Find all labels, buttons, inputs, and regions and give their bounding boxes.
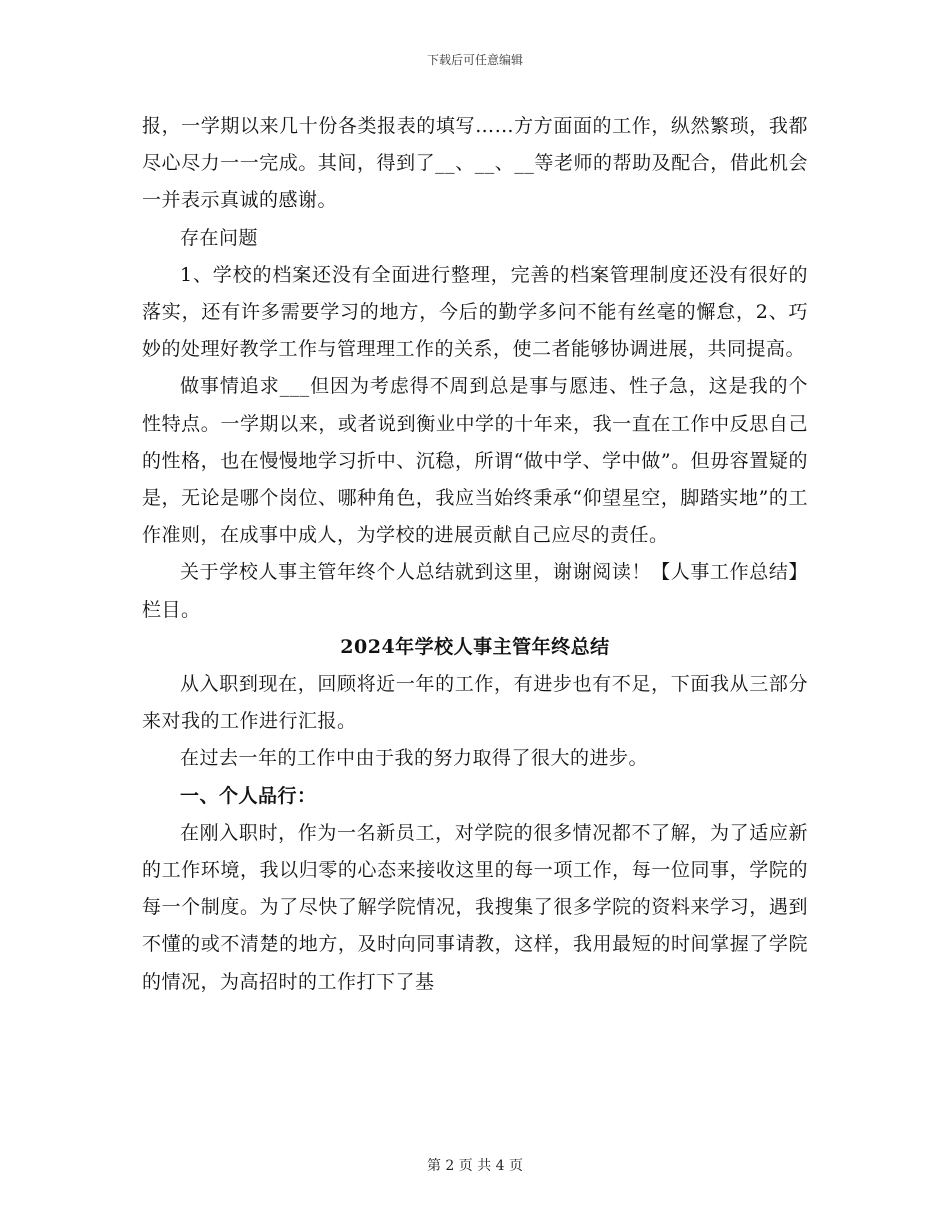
document-heading: 2024年学校人事主管年终总结 bbox=[340, 635, 610, 658]
section-heading: 一、个人品行： bbox=[180, 784, 317, 807]
section-label-problems: 存在问题 bbox=[180, 226, 259, 249]
paragraph: 1、学校的档案还没有全面进行整理，完善的档案管理制度还没有很好的落实，还有许多需要学习的地方，今后的勤学多问不能有丝毫的懈怠，2、巧妙的处理好教学工作与管理理工作的关系，使二者能够协调进展，共同提高。 bbox=[142, 263, 808, 361]
paragraph: 在刚入职时，作为一名新员工，对学院的很多情况都不了解，为了适应新的工作环境，我以归零的心态来接收这里的每一项工作，每一位同事，学院的每一个制度。为了尽快了解学院情况，我搜集了很多学院的资料来学习，遇到不懂的或不清楚的地方，及时向同事请教，这样，我用最短的时间掌握了学院的情况，为高招时的工作打下了基 bbox=[142, 821, 808, 993]
paragraph: 从入职到现在，回顾将近一年的工作，有进步也有不足，下面我从三部分来对我的工作进行汇报。 bbox=[142, 673, 808, 733]
paragraph: 在过去一年的工作中由于我的努力取得了很大的进步。 bbox=[180, 747, 649, 770]
paragraph: 做事情追求___但因为考虑得不周到总是事与愿违、性子急，这是我的个性特点。一学期以来，或者说到衡业中学的十年来，我一直在工作中反思自己的性格，也在慢慢地学习折中、沉稳，所谓“做中学、学中做”。但毋容置疑的是，无论是哪个岗位、哪种角色，我应当始终秉承“仰望星空，脚踏实地”的工作准则，在成事中成人，为学校的进展贡献自己应尽的责任。 bbox=[142, 375, 808, 547]
paragraph: 报，一学期以来几十份各类报表的填写……方方面面的工作，纵然繁琐，我都尽心尽力一一完成。其间，得到了__、__、__等老师的帮助及配合，借此机会一并表示真诚的感谢。 bbox=[142, 115, 808, 212]
page-header: 下载后可任意编辑 bbox=[426, 53, 523, 67]
paragraph: 关于学校人事主管年终个人总结就到这里，谢谢阅读！【人事工作总结】栏目。 bbox=[142, 561, 808, 621]
page-footer: 第 2 页 共 4 页 bbox=[426, 1158, 524, 1174]
document-body bbox=[142, 108, 808, 1001]
